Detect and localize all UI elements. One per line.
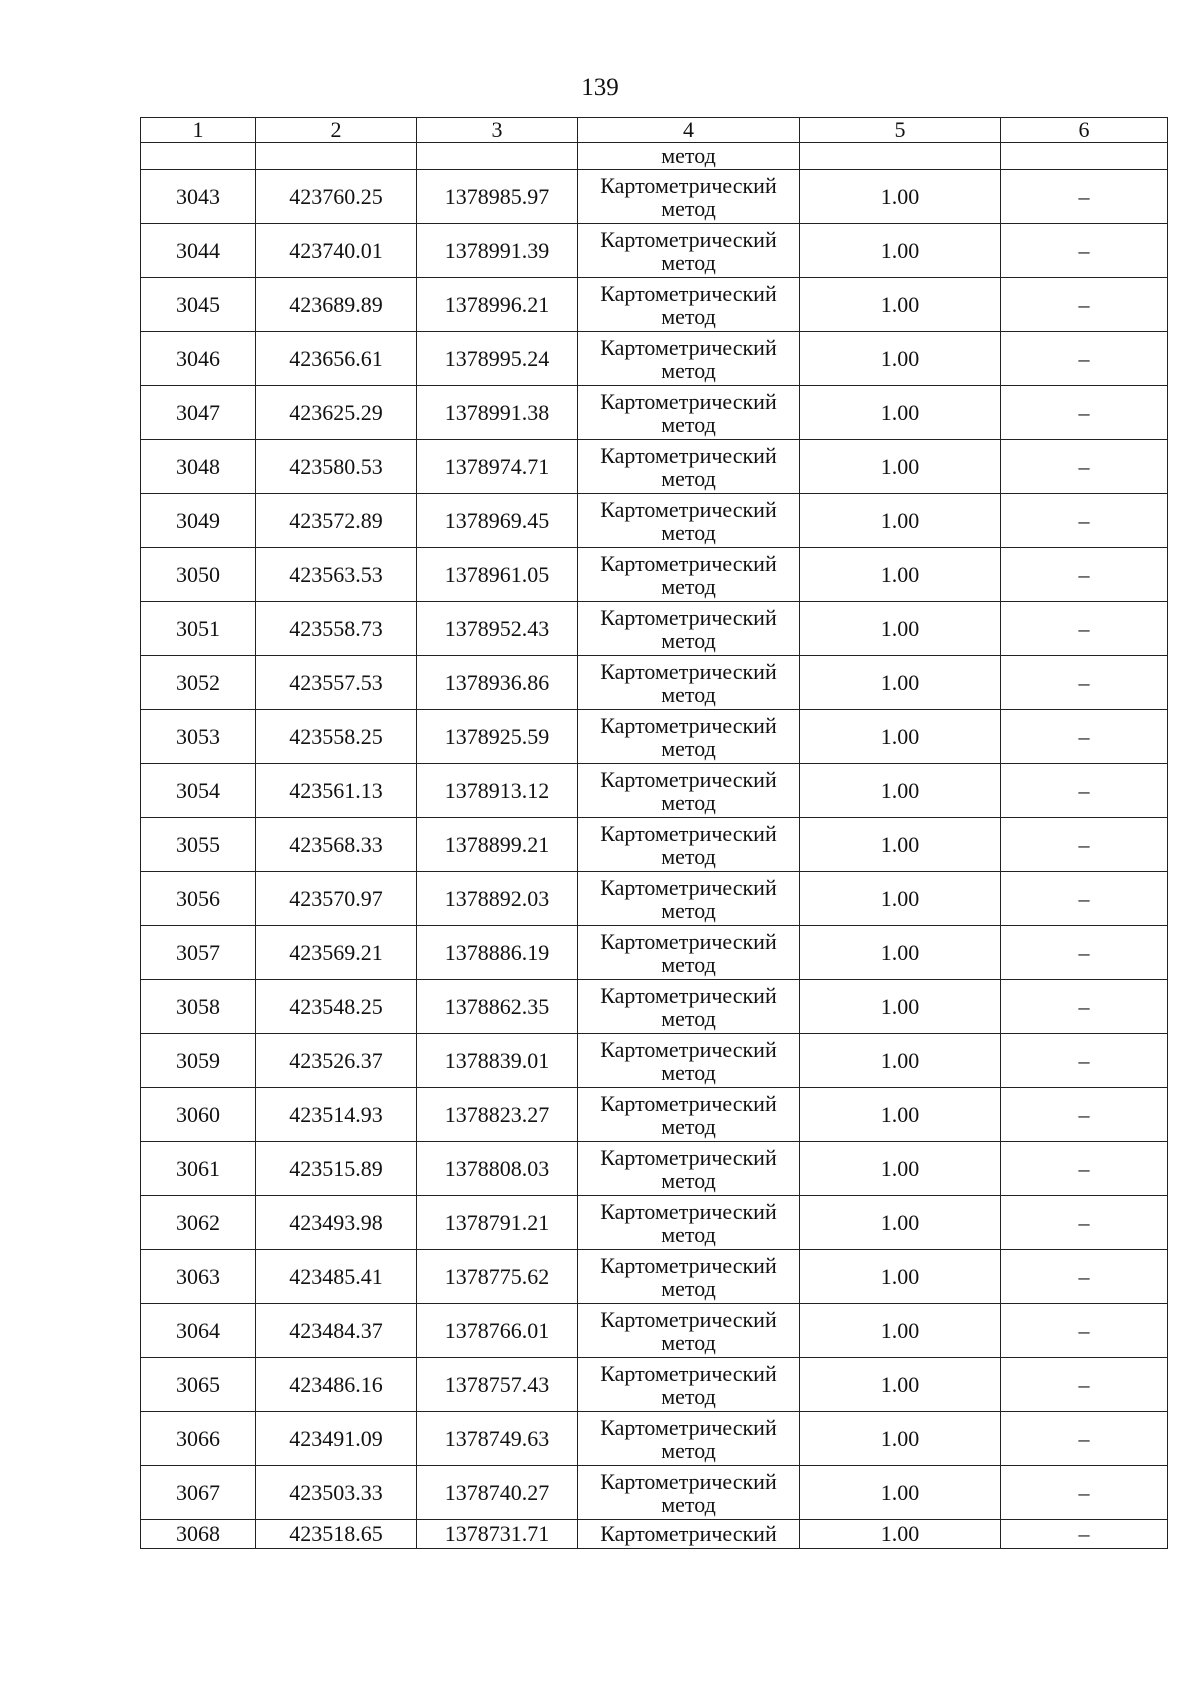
method-cell	[578, 602, 800, 656]
coord-y-cell: 1378757.43	[417, 1358, 578, 1412]
accuracy-cell: 1.00	[800, 386, 1001, 440]
accuracy-cell: 1.00	[800, 980, 1001, 1034]
method-line-1: Картометрический	[600, 388, 777, 414]
method-line-1: Картометрический	[600, 496, 777, 522]
method-line-2: метод	[661, 411, 716, 437]
point-number-cell: 3054	[141, 764, 256, 818]
point-number-cell: 3053	[141, 710, 256, 764]
coord-y-cell: 1378936.86	[417, 656, 578, 710]
accuracy-cell: 1.00	[800, 1466, 1001, 1520]
accuracy-cell: 1.00	[800, 818, 1001, 872]
method-line-1: Картометрический	[600, 226, 777, 252]
point-number-cell: 3055	[141, 818, 256, 872]
coordinates-table	[140, 117, 1168, 1549]
cell-empty	[1001, 143, 1168, 170]
method-line-1: Картометрический	[600, 604, 777, 630]
coord-y-cell: 1378823.27	[417, 1088, 578, 1142]
point-number-cell: 3051	[141, 602, 256, 656]
accuracy-cell: 1.00	[800, 1520, 1001, 1549]
method-line-1: Картометрический	[600, 334, 777, 360]
coord-y-cell: 1378775.62	[417, 1250, 578, 1304]
coord-x-cell: 423656.61	[256, 332, 417, 386]
coord-y-cell: 1378839.01	[417, 1034, 578, 1088]
method-cell	[578, 872, 800, 926]
point-number-cell: 3048	[141, 440, 256, 494]
note-cell: –	[1001, 494, 1168, 548]
table-row	[141, 980, 1168, 1034]
table-row	[141, 1142, 1168, 1196]
accuracy-cell: 1.00	[800, 872, 1001, 926]
coord-x-cell: 423518.65	[256, 1520, 417, 1549]
point-number-cell: 3043	[141, 170, 256, 224]
table-row	[141, 494, 1168, 548]
note-cell: –	[1001, 818, 1168, 872]
coord-x-cell: 423514.93	[256, 1088, 417, 1142]
method-line-2: метод	[661, 627, 716, 653]
coord-x-cell: 423503.33	[256, 1466, 417, 1520]
method-cell	[578, 278, 800, 332]
method-line-1: Картометрический	[600, 1468, 777, 1494]
note-cell: –	[1001, 224, 1168, 278]
method-line-1: Картометрический	[600, 1414, 777, 1440]
method-cell	[578, 1466, 800, 1520]
table-row	[141, 818, 1168, 872]
method-line-1: Картометрический	[600, 874, 777, 900]
accuracy-cell: 1.00	[800, 656, 1001, 710]
point-number-cell: 3044	[141, 224, 256, 278]
cell-empty	[256, 143, 417, 170]
point-number-cell: 3058	[141, 980, 256, 1034]
accuracy-cell: 1.00	[800, 332, 1001, 386]
coord-x-cell: 423561.13	[256, 764, 417, 818]
coord-x-cell: 423569.21	[256, 926, 417, 980]
accuracy-cell: 1.00	[800, 1142, 1001, 1196]
coord-x-cell: 423760.25	[256, 170, 417, 224]
method-cell	[578, 1088, 800, 1142]
accuracy-cell: 1.00	[800, 548, 1001, 602]
coord-y-cell: 1378899.21	[417, 818, 578, 872]
coord-x-cell: 423580.53	[256, 440, 417, 494]
note-cell: –	[1001, 332, 1168, 386]
point-number-cell: 3052	[141, 656, 256, 710]
method-cell	[578, 386, 800, 440]
method-line-1: Картометрический	[600, 1360, 777, 1386]
point-number-cell: 3045	[141, 278, 256, 332]
point-number-cell: 3066	[141, 1412, 256, 1466]
coord-x-cell: 423485.41	[256, 1250, 417, 1304]
note-cell: –	[1001, 1412, 1168, 1466]
note-cell: –	[1001, 548, 1168, 602]
point-number-cell: 3059	[141, 1034, 256, 1088]
table-row	[141, 278, 1168, 332]
method-line-1: Картометрический	[600, 1198, 777, 1224]
note-cell: –	[1001, 980, 1168, 1034]
table-row	[141, 332, 1168, 386]
method-line-2: метод	[661, 1383, 716, 1409]
header-cell-6: 6	[1001, 118, 1168, 143]
note-cell: –	[1001, 926, 1168, 980]
method-line-1: Картометрический	[600, 1306, 777, 1332]
table-row	[141, 1412, 1168, 1466]
accuracy-cell: 1.00	[800, 1412, 1001, 1466]
note-cell: –	[1001, 764, 1168, 818]
method-line-1: Картометрический	[600, 712, 777, 738]
continuation-method-cell: метод	[578, 143, 800, 170]
coord-x-cell: 423486.16	[256, 1358, 417, 1412]
note-cell: –	[1001, 1466, 1168, 1520]
table-row	[141, 656, 1168, 710]
point-number-cell: 3050	[141, 548, 256, 602]
accuracy-cell: 1.00	[800, 1034, 1001, 1088]
accuracy-cell: 1.00	[800, 602, 1001, 656]
coord-x-cell: 423491.09	[256, 1412, 417, 1466]
method-line-2: метод	[661, 843, 716, 869]
coord-y-cell: 1378995.24	[417, 332, 578, 386]
method-line-2: метод	[661, 573, 716, 599]
table-row	[141, 548, 1168, 602]
note-cell: –	[1001, 440, 1168, 494]
coord-y-cell: 1378892.03	[417, 872, 578, 926]
table-row	[141, 1034, 1168, 1088]
method-line-1: Картометрический	[600, 280, 777, 306]
method-cell	[578, 926, 800, 980]
coord-y-cell: 1378961.05	[417, 548, 578, 602]
table-row	[141, 1196, 1168, 1250]
method-line-2: метод	[661, 303, 716, 329]
table-row	[141, 440, 1168, 494]
coord-x-cell: 423558.25	[256, 710, 417, 764]
point-number-cell: 3057	[141, 926, 256, 980]
coord-x-cell: 423563.53	[256, 548, 417, 602]
accuracy-cell: 1.00	[800, 278, 1001, 332]
point-number-cell: 3065	[141, 1358, 256, 1412]
method-cell	[578, 1250, 800, 1304]
table-row	[141, 710, 1168, 764]
method-line-1: Картометрический	[600, 1252, 777, 1278]
method-cell	[578, 332, 800, 386]
table-row-last	[141, 1520, 1168, 1549]
point-number-cell: 3067	[141, 1466, 256, 1520]
method-cell	[578, 1304, 800, 1358]
table-row	[141, 872, 1168, 926]
coord-x-cell: 423570.97	[256, 872, 417, 926]
method-line-1: Картометрический	[600, 658, 777, 684]
method-cell	[578, 980, 800, 1034]
coord-y-cell: 1378740.27	[417, 1466, 578, 1520]
table-row	[141, 1250, 1168, 1304]
method-cell	[578, 548, 800, 602]
method-line-2: метод	[661, 357, 716, 383]
method-cell	[578, 656, 800, 710]
cell-empty	[800, 143, 1001, 170]
coord-x-cell: 423625.29	[256, 386, 417, 440]
method-cell	[578, 1196, 800, 1250]
coord-x-cell: 423740.01	[256, 224, 417, 278]
accuracy-cell: 1.00	[800, 1358, 1001, 1412]
method-cell: Картометрический	[578, 1520, 800, 1549]
point-number-cell: 3064	[141, 1304, 256, 1358]
table-row	[141, 1466, 1168, 1520]
method-line-2: метод	[661, 897, 716, 923]
header-cell-1: 1	[141, 118, 256, 143]
method-line-2: метод	[661, 519, 716, 545]
method-line-2: метод	[661, 1113, 716, 1139]
note-cell: –	[1001, 1520, 1168, 1549]
table-row	[141, 1358, 1168, 1412]
coord-y-cell: 1378731.71	[417, 1520, 578, 1549]
table-row	[141, 224, 1168, 278]
accuracy-cell: 1.00	[800, 764, 1001, 818]
table-body	[141, 143, 1168, 1549]
method-line-1: Картометрический	[600, 766, 777, 792]
coord-y-cell: 1378886.19	[417, 926, 578, 980]
note-cell: –	[1001, 278, 1168, 332]
coord-x-cell: 423572.89	[256, 494, 417, 548]
page-number: 139	[581, 74, 619, 101]
method-line-2: метод	[661, 465, 716, 491]
note-cell: –	[1001, 710, 1168, 764]
point-number-cell: 3056	[141, 872, 256, 926]
coord-y-cell: 1378749.63	[417, 1412, 578, 1466]
coord-y-cell: 1378862.35	[417, 980, 578, 1034]
point-number-cell: 3060	[141, 1088, 256, 1142]
cell-empty	[417, 143, 578, 170]
coord-y-cell: 1378996.21	[417, 278, 578, 332]
note-cell: –	[1001, 1196, 1168, 1250]
method-line-2: метод	[661, 1275, 716, 1301]
table-row	[141, 764, 1168, 818]
coord-y-cell: 1378913.12	[417, 764, 578, 818]
coord-y-cell: 1378969.45	[417, 494, 578, 548]
method-line-2: метод	[661, 1167, 716, 1193]
note-cell: –	[1001, 1304, 1168, 1358]
method-cell	[578, 710, 800, 764]
coord-y-cell: 1378952.43	[417, 602, 578, 656]
note-cell: –	[1001, 386, 1168, 440]
method-line-1: Картометрический	[600, 982, 777, 1008]
accuracy-cell: 1.00	[800, 170, 1001, 224]
accuracy-cell: 1.00	[800, 224, 1001, 278]
method-line-2: метод	[661, 789, 716, 815]
method-line-2: метод	[661, 1329, 716, 1355]
method-line-2: метод	[661, 735, 716, 761]
method-line-1: Картометрический	[600, 928, 777, 954]
method-cell	[578, 170, 800, 224]
method-line-2: метод	[661, 1437, 716, 1463]
coord-y-cell: 1378808.03	[417, 1142, 578, 1196]
method-line-1: Картометрический	[600, 442, 777, 468]
coord-x-cell: 423493.98	[256, 1196, 417, 1250]
method-line-2: метод	[661, 951, 716, 977]
continuation-row	[141, 143, 1168, 170]
coord-x-cell: 423558.73	[256, 602, 417, 656]
method-cell	[578, 1412, 800, 1466]
note-cell: –	[1001, 872, 1168, 926]
method-line-1: Картометрический	[600, 1144, 777, 1170]
header-cell-3: 3	[417, 118, 578, 143]
coord-y-cell: 1378925.59	[417, 710, 578, 764]
point-number-cell: 3049	[141, 494, 256, 548]
accuracy-cell: 1.00	[800, 440, 1001, 494]
coord-y-cell: 1378991.38	[417, 386, 578, 440]
table-row	[141, 1304, 1168, 1358]
accuracy-cell: 1.00	[800, 494, 1001, 548]
coord-x-cell: 423689.89	[256, 278, 417, 332]
coord-x-cell: 423557.53	[256, 656, 417, 710]
method-line-1: Картометрический	[600, 1090, 777, 1116]
coord-y-cell: 1378974.71	[417, 440, 578, 494]
method-line-2: метод	[661, 1221, 716, 1247]
point-number-cell: 3047	[141, 386, 256, 440]
point-number-cell: 3061	[141, 1142, 256, 1196]
table-row	[141, 1088, 1168, 1142]
note-cell: –	[1001, 1250, 1168, 1304]
header-row	[141, 118, 1168, 143]
coord-y-cell: 1378766.01	[417, 1304, 578, 1358]
header-cell-5: 5	[800, 118, 1001, 143]
method-line-2: метод	[661, 1005, 716, 1031]
coord-y-cell: 1378985.97	[417, 170, 578, 224]
table-row	[141, 926, 1168, 980]
point-number-cell: 3062	[141, 1196, 256, 1250]
method-line-2: метод	[661, 249, 716, 275]
method-cell	[578, 224, 800, 278]
accuracy-cell: 1.00	[800, 1250, 1001, 1304]
coord-x-cell: 423526.37	[256, 1034, 417, 1088]
note-cell: –	[1001, 1142, 1168, 1196]
note-cell: –	[1001, 656, 1168, 710]
accuracy-cell: 1.00	[800, 926, 1001, 980]
method-line-2: метод	[661, 1491, 716, 1517]
coord-x-cell: 423515.89	[256, 1142, 417, 1196]
header-cell-2: 2	[256, 118, 417, 143]
note-cell: –	[1001, 1088, 1168, 1142]
method-cell	[578, 1358, 800, 1412]
table-row	[141, 602, 1168, 656]
method-cell	[578, 494, 800, 548]
coord-x-cell: 423568.33	[256, 818, 417, 872]
point-number-cell: 3063	[141, 1250, 256, 1304]
method-line-2: метод	[661, 1059, 716, 1085]
accuracy-cell: 1.00	[800, 1196, 1001, 1250]
note-cell: –	[1001, 1034, 1168, 1088]
coord-x-cell: 423484.37	[256, 1304, 417, 1358]
method-cell	[578, 1034, 800, 1088]
note-cell: –	[1001, 170, 1168, 224]
method-cell	[578, 818, 800, 872]
method-line-1: Картометрический	[600, 550, 777, 576]
table-row	[141, 386, 1168, 440]
point-number-cell: 3046	[141, 332, 256, 386]
method-line-2: метод	[661, 681, 716, 707]
method-cell	[578, 1142, 800, 1196]
method-line-1: Картометрический	[600, 172, 777, 198]
table-row	[141, 170, 1168, 224]
accuracy-cell: 1.00	[800, 1304, 1001, 1358]
note-cell: –	[1001, 602, 1168, 656]
method-line-2: метод	[661, 195, 716, 221]
header-cell-4: 4	[578, 118, 800, 143]
coord-y-cell: 1378791.21	[417, 1196, 578, 1250]
method-line-1: Картометрический	[600, 820, 777, 846]
method-line-1: Картометрический	[600, 1036, 777, 1062]
note-cell: –	[1001, 1358, 1168, 1412]
accuracy-cell: 1.00	[800, 710, 1001, 764]
method-cell	[578, 764, 800, 818]
point-number-cell: 3068	[141, 1520, 256, 1549]
method-cell	[578, 440, 800, 494]
cell-empty	[141, 143, 256, 170]
coord-y-cell: 1378991.39	[417, 224, 578, 278]
coord-x-cell: 423548.25	[256, 980, 417, 1034]
accuracy-cell: 1.00	[800, 1088, 1001, 1142]
